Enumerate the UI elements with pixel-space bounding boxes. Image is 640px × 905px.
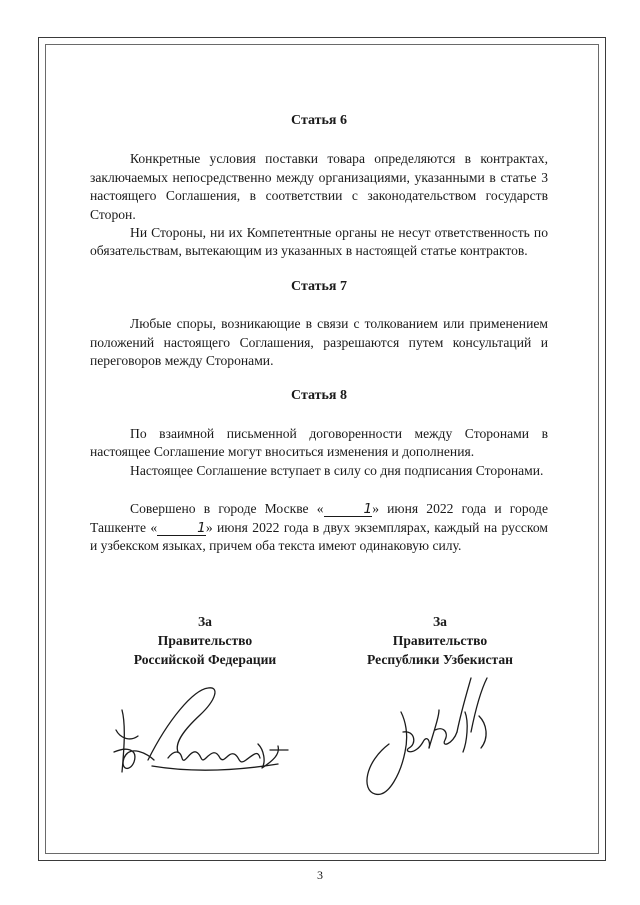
signatory-russia [110, 612, 300, 669]
article-6-paragraph-2: Ни Стороны, ни их Компетентные органы не несут ответственность по обязательствам, вытекающим из указанных в настоящей статье контрактов. [90, 225, 548, 259]
signatory-uzbekistan-line-3: Республики Узбекистан [367, 652, 513, 667]
article-6-paragraph-1: Конкретные условия поставки товара определяются в контрактах, заключаемых непосредственно между организациями, указанными в статье 3 настоящего Соглашения, в соответствии с законодательством государств Сторон. [90, 151, 548, 222]
signatory-russia-line-2: Правительство [157, 633, 253, 648]
signature-russia [108, 680, 298, 785]
signature-uzbekistan [355, 672, 505, 802]
article-8-paragraph-2: Настоящее Соглашение вступает в силу со дня подписания Сторонами. [130, 462, 544, 478]
signatory-uzbekistan-line-2: Правительство [392, 633, 488, 648]
article-8-heading: Статья 8 [291, 388, 347, 404]
document-body [90, 112, 548, 555]
article-8-paragraph-1: По взаимной письменной договоренности между Сторонами в настоящее Соглашение могут вноситься изменения и дополнения. [90, 425, 548, 460]
closing-text-1: Совершено в городе Москве « [130, 501, 324, 517]
signatory-russia-line-1: За [198, 614, 212, 629]
closing-text-2: » июня 2022 года и городе Ташкенте « [90, 501, 548, 535]
closing-text-3: » июня 2022 года в двух экземплярах, каждый на русском и узбекском языках, причем оба текста имеют одинаковую силу. [90, 519, 548, 553]
article-6-heading: Статья 6 [291, 113, 347, 128]
signatory-uzbekistan-line-1: За [433, 614, 447, 629]
page-number: 3 [317, 868, 323, 882]
closing-paragraph [90, 500, 548, 555]
article-7-paragraph-1: Любые споры, возникающие в связи с толкованием или применением положений настоящего Соглашения, разрешаются путем консультаций и переговоров между Сторонами. [90, 316, 548, 369]
date-blank-tashkent: 1 [157, 521, 206, 536]
signatory-uzbekistan [340, 612, 540, 669]
article-7-heading: Статья 7 [291, 278, 347, 294]
signatory-russia-line-3: Российской Федерации [133, 652, 277, 667]
date-blank-moscow: 1 [324, 502, 373, 517]
